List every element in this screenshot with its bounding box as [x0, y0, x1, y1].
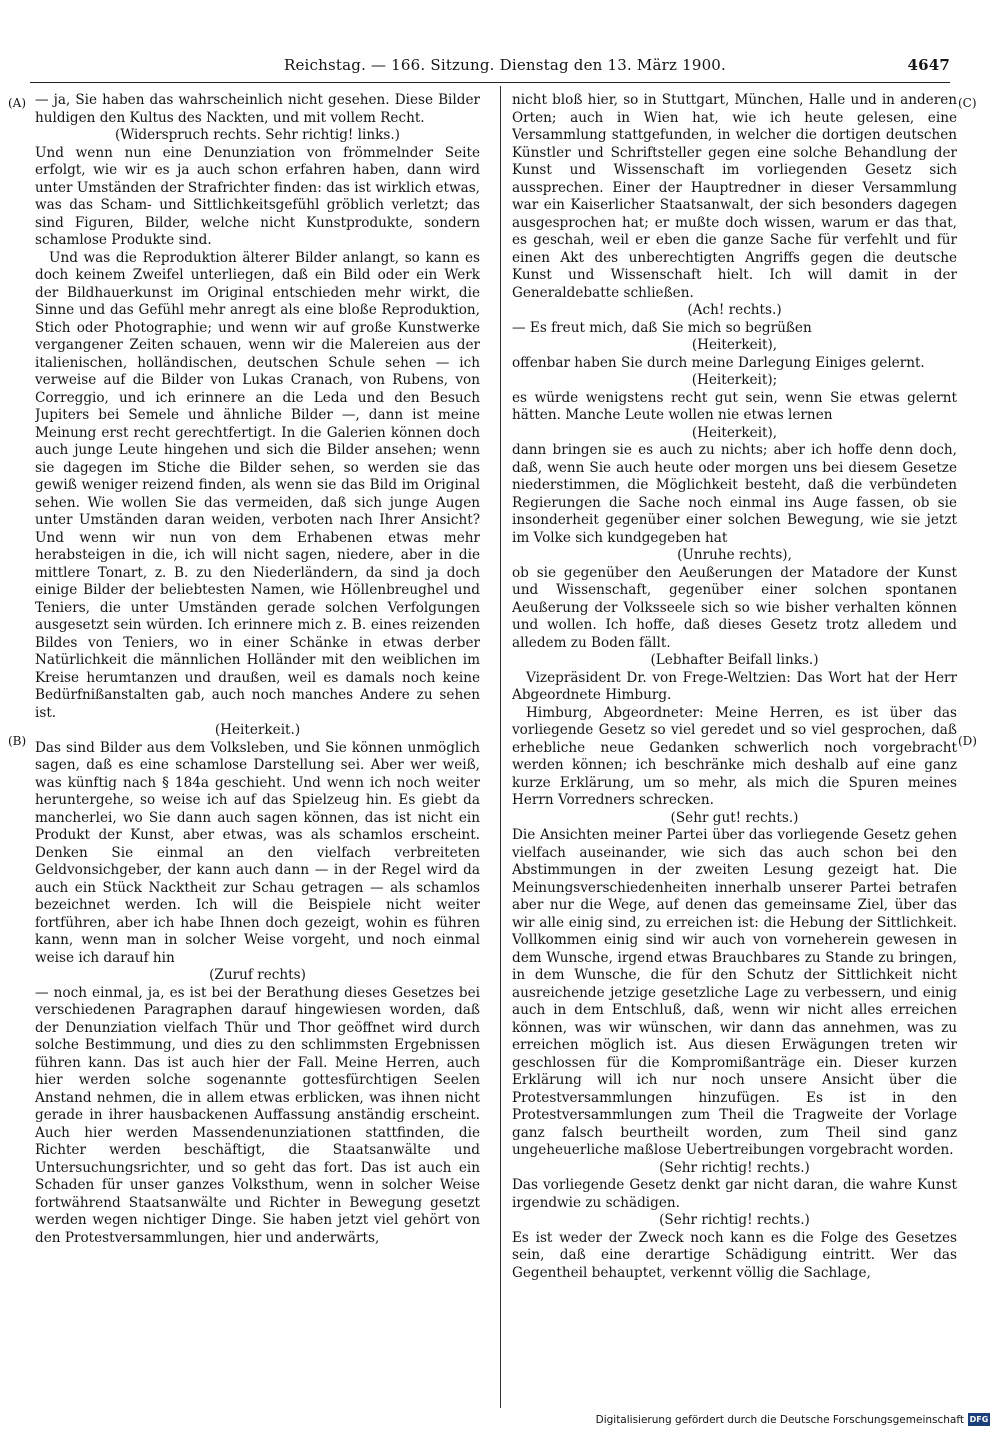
margin-marker-b: (B) — [8, 734, 27, 748]
interjection: (Widerspruch rechts. Sehr richtig! links.) — [115, 127, 400, 143]
interjection: (Heiterkeit); — [691, 372, 778, 388]
right-column — [512, 92, 957, 1402]
dfg-logo-icon: DFG — [969, 1415, 989, 1424]
header-title: Reichstag. — 166. Sitzung. Dienstag den 13. März 1900. — [283, 56, 727, 74]
paragraph: Es ist weder der Zweck noch kann es die Folge des Gesetzes sein, daß eine derartige Schädigung eintritt. Wer das Gegentheil behauptet, verkennt völlig die Sachlage, — [512, 1229, 957, 1281]
interjection: (Zuruf rechts) — [209, 967, 306, 983]
interjection: (Heiterkeit), — [691, 424, 778, 441]
paragraph: ob sie gegenüber den Aeußerungen der Matadore der Kunst und Wissenschaft, gegenüber einer solchen spontanen Aeußerung der Volksseele sich so wie bisher verhalten können und wollen. Ich hoffe, daß dieses Gesetz trotz alledem und alledem zu Boden fällt. — [512, 564, 957, 651]
paragraph: es würde wenigstens recht gut sein, wenn Sie etwas gelernt hätten. Manche Leute wollen nie etwas lernen — [512, 389, 957, 423]
paragraph: Die Ansichten meiner Partei über das vorliegende Gesetz gehen vielfach auseinander, wie sich das auch schon bei den Abstimmungen in der zweiten Lesung gezeigt hat. Die Meinungsverschiedenheiten innerhalb unserer Partei betrafen aber nur die Wege, auf denen das gemeinsame Ziel, über das wir alle einig sind, zu erreichen ist: die Hebung der Sittlichkeit. Vollkommen einig sind wir auch von vorneherein gewesen in dem Wunsche, irgend etwas Brauchbares zu Stande zu bringen, in dem Wunsche, die für den Schutz der Sittlichkeit nicht ausreichende jetzige gesetzliche Lage zu verbessern, und einig auch in dem Entschluß, daß, wenn wir nicht alles erreichen können, was wir wünschen, wir dann das annehmen, was zu erreichen möglich ist. Aus diesen Erwägungen treten wir geschlossen für die Kompromißanträge ein. Dieser kurzen Erklärung will ich nur noch unsere Ansicht über die Protestversammlungen hinzufügen. Es ist in den Protestversammlungen zum Theil die Tragweite der Vorlage ganz falsch beurtheilt worden, zum Theil sind ganz ungeheuerliche maßlose Uebertreibungen vorgebracht worden. — [512, 827, 957, 1158]
column-divider — [500, 86, 501, 1408]
margin-marker-d: (D) — [958, 734, 977, 748]
interjection: (Sehr richtig! rechts.) — [659, 1212, 810, 1228]
speaker-paragraph: Vizepräsident Dr. von Frege-Weltzien: Das Wort hat der Herr Abgeordnete Himburg. — [512, 669, 957, 703]
page-header — [60, 56, 950, 78]
paragraph: — ja, Sie haben das wahrscheinlich nicht gesehen. Diese Bilder huldigen den Kultus des Nackten, und mit vollem Recht. — [35, 92, 480, 126]
page-number: 4647 — [907, 56, 950, 74]
paragraph: Das vorliegende Gesetz denkt gar nicht daran, die wahre Kunst irgendwie zu schädigen. — [512, 1177, 957, 1211]
paragraph: — noch einmal, ja, es ist bei der Berathung dieses Gesetzes bei verschiedenen Paragraphen darauf hingewiesen worden, daß der Denunziation vielfach Thür und Thor geöffnet wird durch solche Bestimmung, und dies zu den schlimmsten Ergebnissen führen kann. Das ist auch hier der Fall. Meine Herren, auch hier werden solche sogenannte gottesfürchtigen Seelen Anstand nehmen, die in allem etwas erblicken, was ihnen nicht gerade in ihrer hausbackenen Auffassung anständig erscheint. Auch hier werden Massendenunziationen stattfinden, die Richter werden beschäftigt, die Staatsanwälte und Untersuchungsrichter, und so geht das fort. Das ist auch ein Schaden für unser ganzes Volksthum, wenn in solcher Weise fortwährend Staatsanwälte und Richter in Bewegung gesetzt werden wegen nichtiger Dinge. Sie haben jetzt viel gehört von den Protestversammlungen, hier und anderwärts, — [35, 984, 480, 1246]
interjection: (Heiterkeit.) — [214, 722, 301, 738]
interjection: (Sehr richtig! rechts.) — [659, 1159, 810, 1176]
paragraph: offenbar haben Sie durch meine Darlegung Einiges gelernt. — [512, 354, 925, 371]
speaker-paragraph: Himburg, Abgeordneter: Meine Herren, es ist über das vorliegende Gesetz so viel geredet und so viel gesprochen, daß erhebliche neue Gedanken schwerlich noch vorgebracht werden können; ich beschränke mich deshalb auf eine ganz kurze Erklärung, um so mehr, als mich die Spuren meines Herrn Vorredners schrecken. — [512, 704, 957, 808]
page-footer — [596, 1413, 990, 1426]
margin-marker-a: (A) — [8, 96, 27, 110]
footer-credit: Digitalisierung gefördert durch die Deutsche Forschungsgemeinschaft — [595, 1413, 964, 1426]
paragraph: nicht bloß hier, so in Stuttgart, München, Halle und in anderen Orten; auch in Wien hat, wie ich heute gelesen, eine Versammlung stattgefunden, in welcher die dortigen deutschen Künstler und Schriftsteller gegen eine solche Behandlung der Kunst und Wissenschaft im vorliegenden Gesetz sich aussprechen. Einer der Hauptredner in dieser Versammlung war ein Kaiserlicher Staatsanwalt, der sich besonders dagegen ausgesprochen hat; er mußte doch wissen, warum er das that, es geschah, weil er eben die ganze Sache für verfehlt und für einen Akt des unberechtigten Angriffs gegen die deutsche Kunst und Wissenschaft hielt. Ich will damit in der Generaldebatte schließen. — [512, 92, 957, 301]
paragraph: dann bringen sie es auch zu nichts; aber ich hoffe denn doch, daß, wenn Sie auch heute oder morgen uns bei diesem Gesetze niederstimmen, die Möglichkeit besteht, daß die verbündeten Regierungen die Sache noch einmal ins Auge fassen, ob sie insonderheit gegenüber einer solchen Bewegung, wie sie jetzt im Volke sich kundgegeben hat — [512, 442, 957, 546]
header-rule — [30, 82, 950, 83]
interjection: (Ach! rechts.) — [687, 302, 782, 318]
interjection: (Heiterkeit), — [691, 337, 778, 353]
paragraph: Und was die Reproduktion älterer Bilder anlangt, so kann es doch keinem Zweifel unterliegen, daß ein Bild oder ein Werk der Bildhauerkunst im Original entschieden mehr wirkt, die Sinne und das Gefühl mehr anregt als eine bloße Reproduktion, Stich oder Photographie; und wenn wir auf große Kunstwerke vergangener Zeiten schauen, wenn wir die Malereien aus der italienischen, holländischen, deutschen Schule sehen — ich verweise auf die Bilder von Lukas Cranach, von Rubens, von Correggio, und ich erinnere an die Leda und den Besuch Jupiters bei Semele und ähnliche Bilder —, dann ist meine Meinung erst recht gerechtfertigt. In die Galerien können doch auch junge Leute hingehen und sich die Bilder ansehen; wenn sie dagegen im Stiche die Bilder sehen, so werden sie das gewiß weniger reizend finden, als wenn sie das Bild im Original sehen. Wie wollen Sie das vermeiden, daß sich junge Augen unter Umständen daran weiden, verboten nach Ihrer Ansicht? Und wenn wir nun von dem Erhabenen etwas mehr herabsteigen in die, ich will nicht sagen, niedere, aber in die mittlere Tonart, z. B. zu den Niederländern, da sind ja doch einige Bilder der beliebtesten Namen, wie Höllenbreughel und Teniers, die unter Umständen gerade solchen Verfolgungen ausgesetzt sein würden. Ich erinnere mich z. B. eines reizenden Bildes von Teniers, wo in einer Schänke in etwas derber Natürlichkeit die männlichen Holländer mit den weiblichen im Kreise herumtanzen und draußen, weil es damals noch keine Bedürfnißanstalten gab, auch noch manches Andere zu sehen ist. — [35, 249, 480, 721]
left-column — [35, 92, 480, 1402]
interjection: (Lebhafter Beifall links.) — [650, 652, 819, 668]
paragraph: Das sind Bilder aus dem Volksleben, und Sie können unmöglich sagen, daß es eine schamlose Darstellung sei. Aber wer weiß, was künftig nach § 184a geschieht. Und wenn ich noch weiter heruntergehe, so weise ich auf das Spielzeug hin. Es giebt da mancherlei, wo Sie dann auch sagen können, das ist nicht ein Produkt der Kunst, aber etwas, was als schamlos erscheint. Denken Sie einmal an den vielfach verbreiteten Geldvonsichgeber, der kann auch dann — in der Regel wird da auch ein Stück Nacktheit zur Schau getragen — als schamlos bezeichnet werden. Ich will die Beispiele nicht weiter fortführen, aber ich habe Ihnen doch gezeigt, wohin es führen kann, wenn man in solcher Weise vorgeht, und noch einmal weise ich darauf hin — [35, 739, 480, 966]
paragraph: — Es freut mich, daß Sie mich so begrüßen — [512, 319, 812, 336]
interjection: (Sehr gut! rechts.) — [670, 809, 799, 826]
margin-marker-c: (C) — [958, 96, 977, 110]
interjection: (Unruhe rechts), — [677, 547, 792, 563]
paragraph: Und wenn nun eine Denunziation von frömmelnder Seite erfolgt, wie wir es ja auch schon erfahren haben, dann wird unter Umständen der Strafrichter finden: das ist wirklich etwas, was das Scham- und Sittlichkeitsgefühl gröblich verletzt; das sind Figuren, Bilder, welche nicht Kunstprodukte, sondern schamlose Produkte sind. — [35, 144, 480, 248]
